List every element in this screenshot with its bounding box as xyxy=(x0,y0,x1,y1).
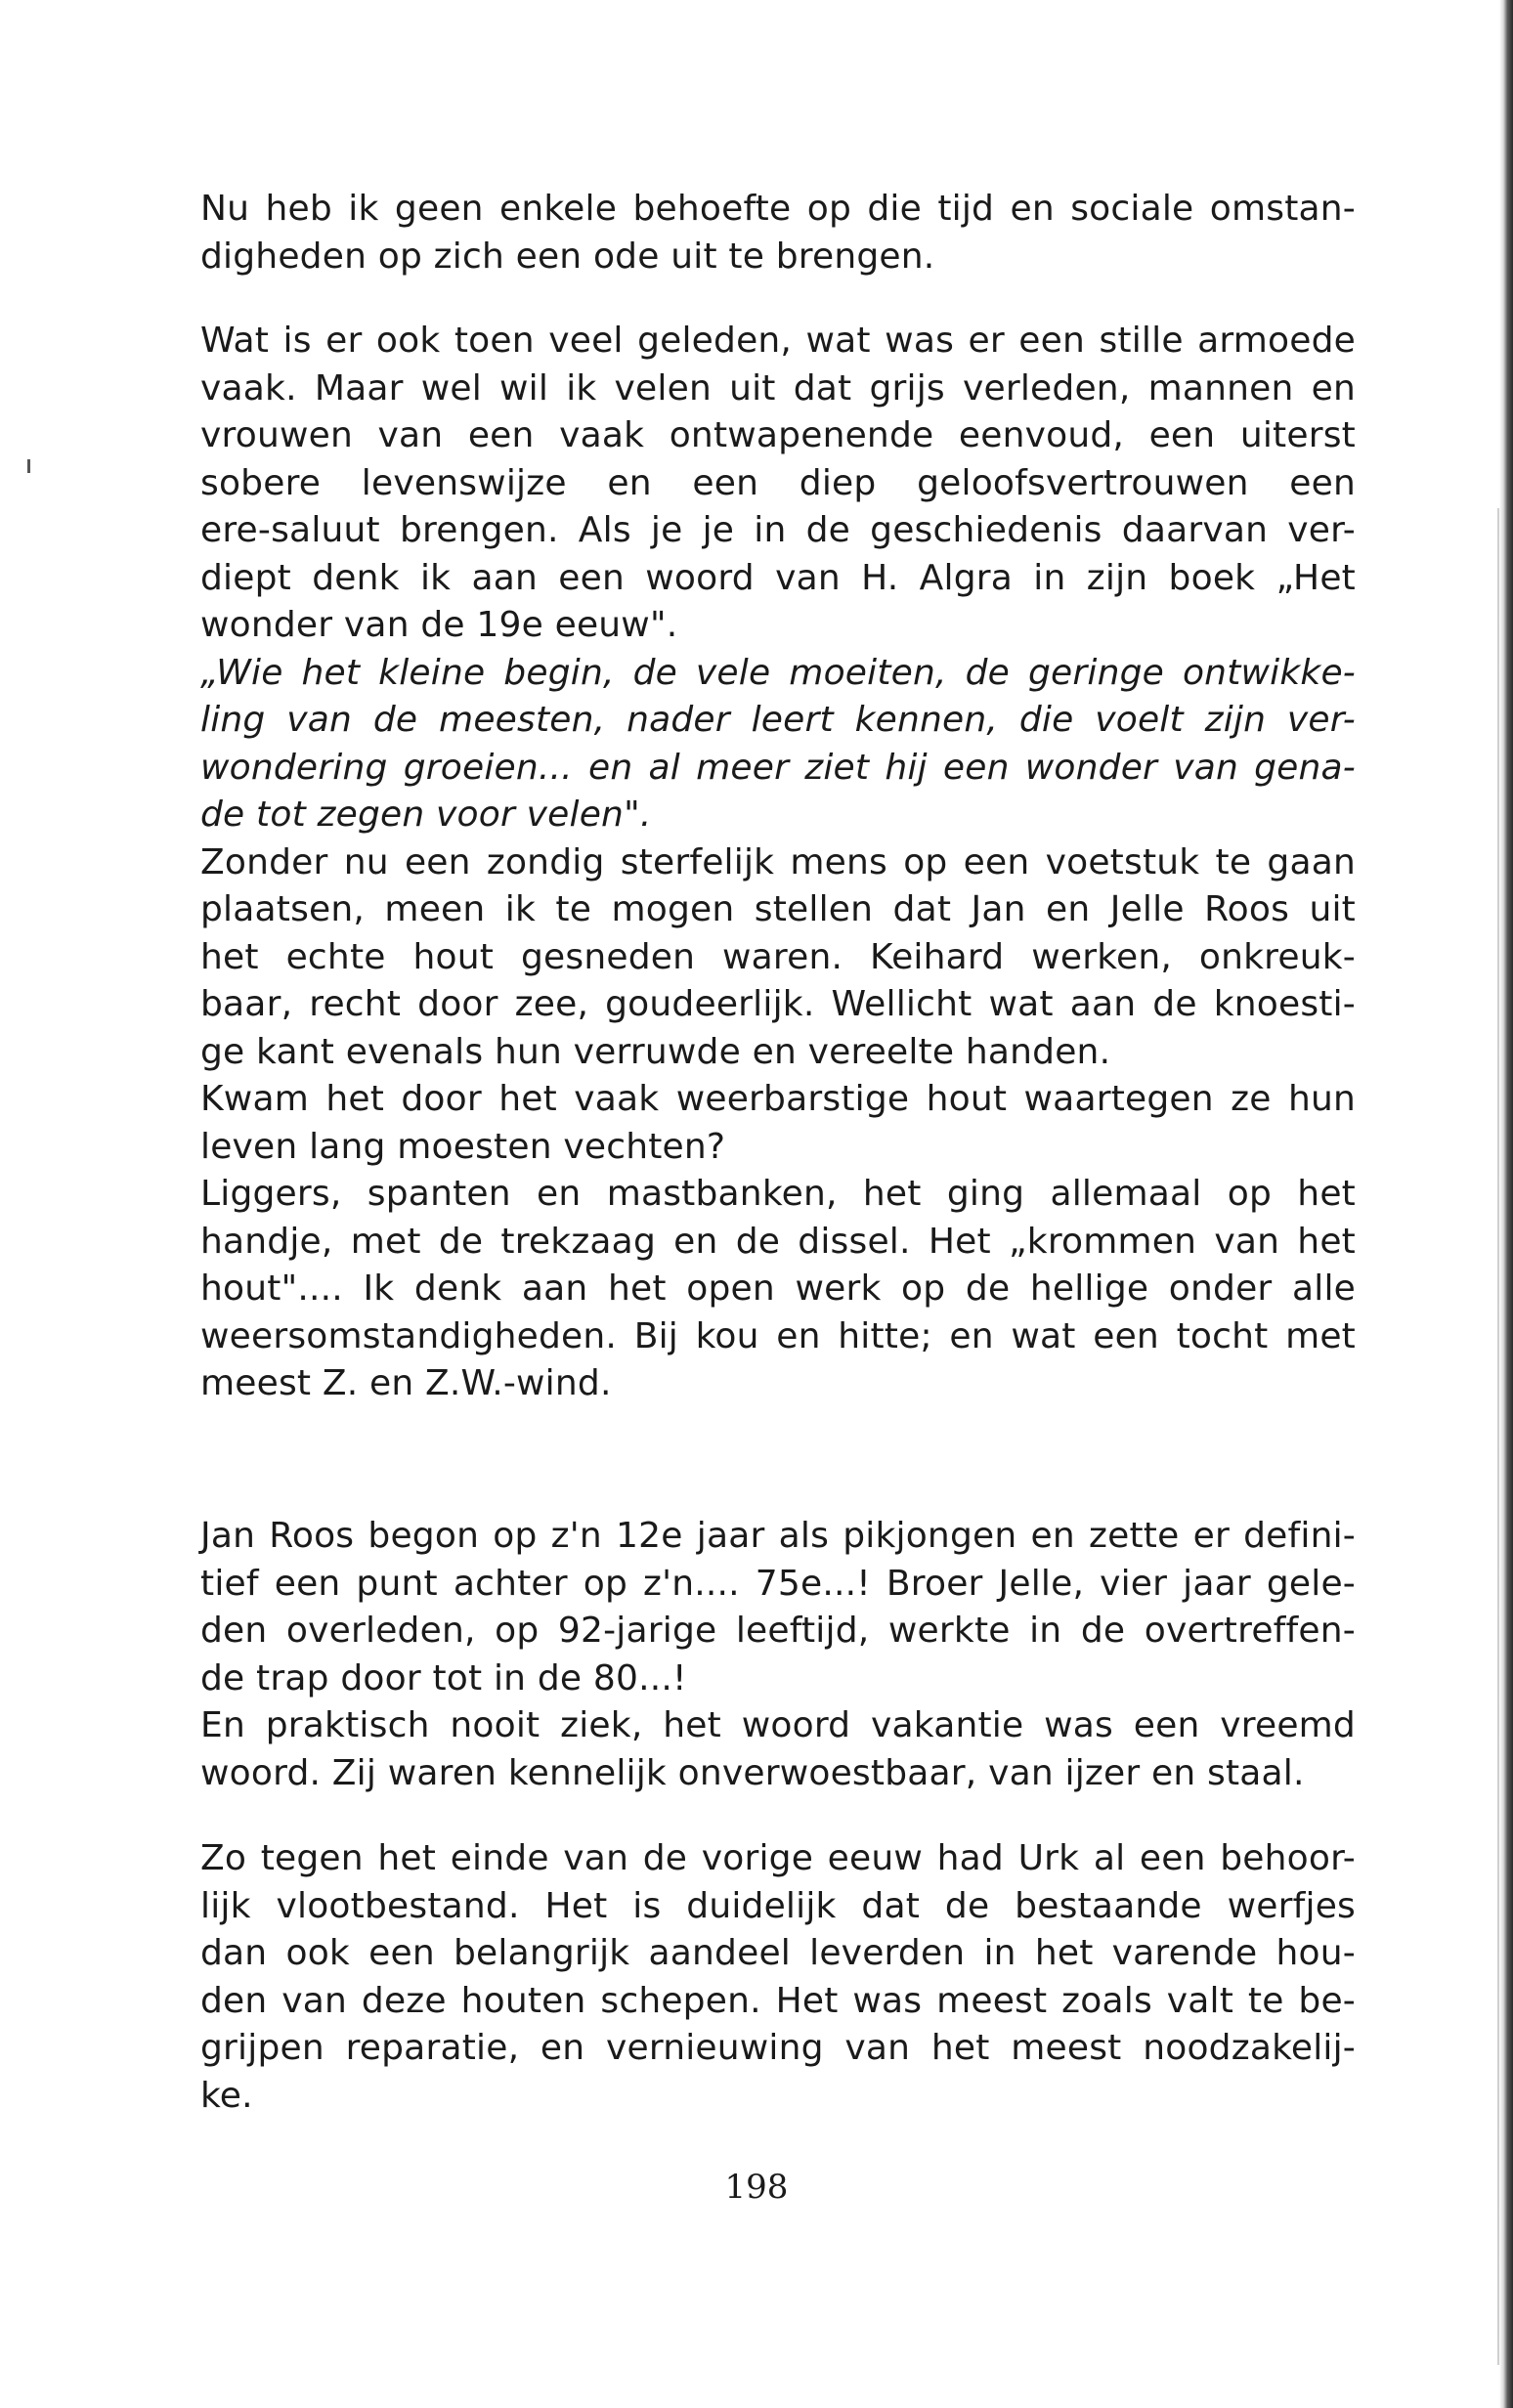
paragraph-intro xyxy=(200,186,1356,280)
quote-line: de tot zegen voor velen". xyxy=(200,795,652,835)
text-line: dan ook een belangrijk aandeel leverden in het varende hou- xyxy=(200,1933,1356,1973)
text-line: woord. Zij waren kennelijk onverwoestbaar, van ijzer en staal. xyxy=(200,1752,1305,1793)
text-line: den van deze houten schepen. Het was meest zoals valt te be- xyxy=(200,1980,1356,2021)
text-line: wonder van de 19e eeuw". xyxy=(200,605,678,645)
text-line: plaatsen, meen ik te mogen stellen dat Jan en Jelle Roos uit xyxy=(200,889,1356,929)
text-line: Jan Roos begon op z'n 12e jaar als pikjongen en zette er defini- xyxy=(200,1516,1356,1556)
text-line: weersomstandigheden. Bij kou en hitte; en wat een tocht met xyxy=(200,1315,1356,1356)
text-line: diept denk ik aan een woord van H. Algra in zijn boek „Het xyxy=(200,557,1356,598)
text-line: digheden op zich een ode uit te brengen. xyxy=(200,236,935,277)
text-line: den overleden, op 92-jarige leeftijd, werkte in de overtreffen- xyxy=(200,1611,1356,1651)
text-line: handje, met de trekzaag en de dissel. Het „krommen van het xyxy=(200,1221,1356,1262)
scan-margin-mark xyxy=(27,459,30,473)
text-line: lijk vlootbestand. Het is duidelijk dat de bestaande werfjes xyxy=(200,1885,1356,1926)
quote-line: ling van de meesten, nader leert kennen, die voelt zijn ver- xyxy=(200,700,1356,740)
text-line: leven lang moesten vechten? xyxy=(200,1126,726,1167)
text-line: Zonder nu een zondig sterfelijk mens op een voetstuk te gaan xyxy=(200,841,1356,882)
text-line: Wat is er ook toen veel geleden, wat was er een stille armoede xyxy=(200,321,1356,361)
page-number: 198 xyxy=(724,2168,789,2207)
text-line: Liggers, spanten en mastbanken, het ging allemaal op het xyxy=(200,1174,1356,1214)
quote-line: „Wie het kleine begin, de vele moeiten, de geringe ontwikke- xyxy=(200,652,1356,693)
text-line: hout".... Ik denk aan het open werk op de hellige onder alle xyxy=(200,1268,1356,1309)
text-line: ke. xyxy=(200,2075,253,2116)
paragraph-urk-fleet xyxy=(200,1835,1356,2120)
text-line: de trap door tot in de 80...! xyxy=(200,1657,687,1698)
text-line: Zo tegen het einde van de vorige eeuw had Urk al een behoor- xyxy=(200,1838,1356,1878)
paragraph-jan-roos xyxy=(200,1513,1356,1797)
text-line: het echte hout gesneden waren. Keihard werken, onkreuk- xyxy=(200,936,1356,977)
text-line: grijpen reparatie, en vernieuwing van het meest noodzakelij- xyxy=(200,2028,1356,2068)
text-line: En praktisch nooit ziek, het woord vakantie was een vreemd xyxy=(200,1705,1356,1745)
text-line: vrouwen van een vaak ontwapenende eenvoud, een uiterst xyxy=(200,415,1356,455)
text-line: meest Z. en Z.W.-wind. xyxy=(200,1363,612,1403)
text-line: Nu heb ik geen enkele behoefte op die tijd en sociale omstan- xyxy=(200,189,1356,229)
text-line: ge kant evenals hun verruwde en vereelte handen. xyxy=(200,1031,1111,1072)
scan-edge-shadow xyxy=(1499,0,1513,2408)
text-line: ere-saluut brengen. Als je je in de geschiedenis daarvan ver- xyxy=(200,510,1356,550)
text-line: baar, recht door zee, goudeerlijk. Wellicht wat aan de knoesti- xyxy=(200,984,1356,1024)
text-line: vaak. Maar wel wil ik velen uit dat grijs verleden, mannen en xyxy=(200,367,1356,408)
text-line: Kwam het door het vaak weerbarstige hout waartegen ze hun xyxy=(200,1079,1356,1119)
quote-line: wondering groeien... en al meer ziet hij een wonder van gena- xyxy=(200,747,1356,788)
text-line: tief een punt achter op z'n.... 75e...! Broer Jelle, vier jaar gele- xyxy=(200,1563,1356,1604)
paragraph-main xyxy=(200,318,1356,1408)
text-line: sobere levenswijze en een diep geloofsvertrouwen een xyxy=(200,462,1356,503)
